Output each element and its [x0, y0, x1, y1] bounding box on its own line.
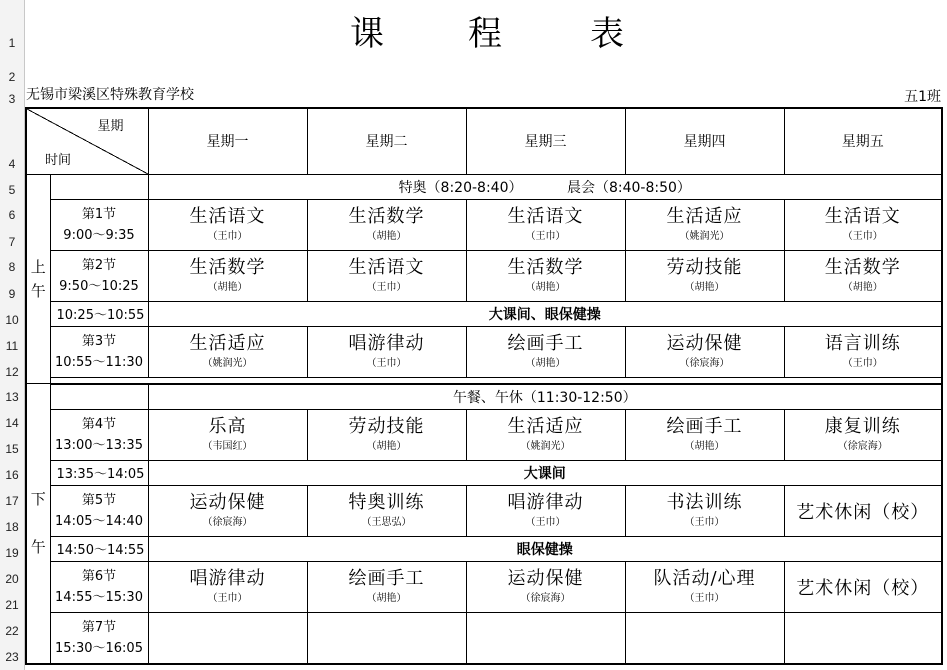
row-number[interactable]: 21 — [5, 598, 19, 612]
period-cell[interactable]: 第5节 14:05～14:40 — [50, 485, 148, 536]
row-number[interactable]: 16 — [5, 468, 19, 482]
row-header-column — [0, 0, 25, 670]
row-number[interactable]: 14 — [5, 416, 19, 430]
title-char: 课 — [350, 14, 384, 54]
lesson-cell[interactable]: 生活语文 （王巾） — [148, 199, 307, 250]
break-banner[interactable]: 大课间、眼保健操 — [148, 301, 942, 326]
row-number[interactable]: 17 — [5, 494, 19, 508]
lesson-cell[interactable]: 队活动/心理 （王巾） — [625, 561, 784, 612]
table-row — [26, 326, 942, 377]
lesson-cell[interactable]: 康复训练 （徐宸海） — [784, 409, 942, 460]
row-number[interactable]: 5 — [8, 183, 16, 197]
morning-label[interactable]: 上 午 — [26, 174, 50, 384]
row-number[interactable]: 1 — [8, 36, 16, 50]
row-number[interactable]: 8 — [8, 260, 16, 274]
lesson-cell[interactable]: 特奥训练 （王思弘） — [307, 485, 466, 536]
empty-lesson-cell[interactable] — [148, 612, 307, 664]
row-number[interactable]: 3 — [8, 92, 16, 106]
empty-lesson-cell[interactable] — [625, 612, 784, 664]
row-number[interactable]: 22 — [5, 624, 19, 638]
lesson-cell[interactable]: 生活数学 （胡艳） — [148, 250, 307, 301]
row-number[interactable]: 13 — [5, 390, 19, 404]
empty-cell[interactable] — [50, 174, 148, 199]
day-header[interactable]: 星期三 — [466, 108, 625, 174]
morning-banner[interactable]: 特奥（8:20-8:40） 晨会（8:40-8:50） — [148, 174, 942, 199]
lesson-cell[interactable]: 生活适应 （姚润光） — [148, 326, 307, 377]
lesson-cell[interactable]: 唱游律动 （王巾） — [307, 326, 466, 377]
table-row — [26, 301, 942, 326]
lesson-cell[interactable]: 劳动技能 （胡艳） — [625, 250, 784, 301]
lesson-cell[interactable]: 绘画手工 （胡艳） — [625, 409, 784, 460]
period-cell[interactable]: 第4节 13:00～13:35 — [50, 409, 148, 460]
lesson-cell[interactable]: 生活数学 （胡艳） — [784, 250, 942, 301]
table-row — [26, 536, 942, 561]
break-banner[interactable]: 大课间 — [148, 460, 942, 485]
row-number[interactable]: 11 — [5, 339, 19, 353]
lesson-cell[interactable]: 绘画手工 （胡艳） — [307, 561, 466, 612]
period-cell[interactable]: 第7节 15:30～16:05 — [50, 612, 148, 664]
empty-lesson-cell[interactable] — [307, 612, 466, 664]
page-title — [24, 0, 947, 58]
empty-lesson-cell[interactable] — [784, 612, 942, 664]
lesson-cell[interactable]: 唱游律动 （王巾） — [148, 561, 307, 612]
lesson-cell[interactable]: 运动保健 （徐宸海） — [625, 326, 784, 377]
table-row — [26, 485, 942, 536]
table-row — [26, 561, 942, 612]
lesson-cell[interactable]: 生活适应 （姚润光） — [466, 409, 625, 460]
table-row — [26, 250, 942, 301]
empty-cell[interactable] — [50, 384, 148, 410]
row-number[interactable]: 7 — [8, 235, 16, 249]
lesson-cell[interactable]: 运动保健 （徐宸海） — [148, 485, 307, 536]
noon-banner[interactable]: 午餐、午休（11:30-12:50） — [148, 384, 942, 410]
table-row — [26, 384, 942, 410]
lesson-cell[interactable]: 运动保健 （徐宸海） — [466, 561, 625, 612]
lesson-cell[interactable]: 生活数学 （胡艳） — [307, 199, 466, 250]
row-number[interactable]: 12 — [5, 365, 19, 379]
table-row — [26, 199, 942, 250]
school-name: 无锡市梁溪区特殊教育学校 — [26, 87, 194, 103]
lesson-cell[interactable]: 劳动技能 （胡艳） — [307, 409, 466, 460]
table-row — [26, 174, 942, 199]
day-header[interactable]: 星期一 — [148, 108, 307, 174]
row-number[interactable]: 18 — [5, 520, 19, 534]
table-row — [26, 612, 942, 664]
period-cell[interactable]: 第2节 9:50～10:25 — [50, 250, 148, 301]
period-cell[interactable]: 第3节 10:55～11:30 — [50, 326, 148, 377]
row-number[interactable]: 20 — [5, 572, 19, 586]
lesson-cell[interactable]: 语言训练 （王巾） — [784, 326, 942, 377]
row-number[interactable]: 10 — [5, 313, 19, 327]
lesson-cell[interactable]: 绘画手工 （胡艳） — [466, 326, 625, 377]
empty-lesson-cell[interactable] — [466, 612, 625, 664]
class-name: 五1班 — [904, 89, 941, 105]
lesson-cell[interactable]: 生活语文 （王巾） — [466, 199, 625, 250]
row-number[interactable]: 15 — [5, 442, 19, 456]
timetable — [25, 107, 943, 665]
lesson-cell[interactable]: 生活数学 （胡艳） — [466, 250, 625, 301]
row-number[interactable]: 2 — [8, 70, 16, 84]
day-header[interactable]: 星期五 — [784, 108, 942, 174]
row-number[interactable]: 4 — [8, 157, 16, 171]
lesson-cell[interactable]: 唱游律动 （王巾） — [466, 485, 625, 536]
table-row — [26, 460, 942, 485]
title-char: 程 — [468, 14, 502, 54]
diagonal-header-cell[interactable] — [26, 108, 148, 174]
period-cell[interactable]: 第1节 9:00～9:35 — [50, 199, 148, 250]
lesson-cell[interactable]: 乐高 （韦国红） — [148, 409, 307, 460]
row-number[interactable]: 6 — [8, 208, 16, 222]
afternoon-label[interactable]: 下 午 — [26, 384, 50, 664]
break-banner[interactable]: 眼保健操 — [148, 536, 942, 561]
break-time[interactable]: 13:35～14:05 — [50, 460, 148, 485]
lesson-cell[interactable]: 书法训练 （王巾） — [625, 485, 784, 536]
period-cell[interactable]: 第6节 14:55～15:30 — [50, 561, 148, 612]
header-row — [26, 108, 942, 174]
lesson-cell[interactable]: 生活适应 （姚润光） — [625, 199, 784, 250]
lesson-cell-school[interactable]: 艺术休闲（校） — [784, 561, 942, 612]
day-header[interactable]: 星期二 — [307, 108, 466, 174]
diag-label-time: 时间 — [45, 152, 72, 168]
break-time[interactable]: 10:25～10:55 — [50, 301, 148, 326]
title-char: 表 — [590, 14, 624, 54]
break-time[interactable]: 14:50～14:55 — [50, 536, 148, 561]
table-row — [26, 409, 942, 460]
lesson-cell[interactable]: 生活语文 （王巾） — [784, 199, 942, 250]
lesson-cell-school[interactable]: 艺术休闲（校） — [784, 485, 942, 536]
diag-label-weekday: 星期 — [97, 119, 124, 134]
day-header[interactable]: 星期四 — [625, 108, 784, 174]
row-number[interactable]: 19 — [5, 546, 19, 560]
lesson-cell[interactable]: 生活语文 （王巾） — [307, 250, 466, 301]
row-number[interactable]: 23 — [5, 650, 19, 664]
row-number[interactable]: 9 — [8, 287, 16, 301]
